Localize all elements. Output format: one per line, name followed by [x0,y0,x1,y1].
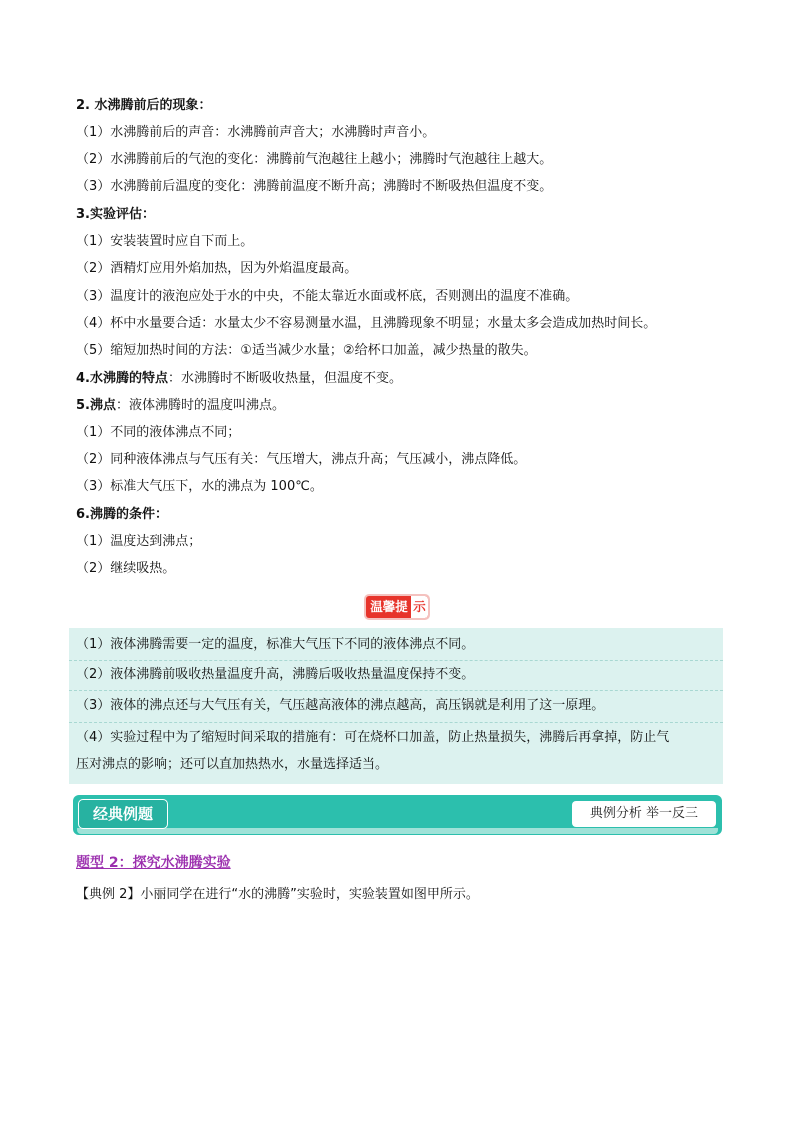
tip-badge [366,596,428,618]
example-label: 【典例 2】 [76,887,141,902]
section-5-text: ：液体沸腾时的温度叫沸点。 [115,398,285,413]
section-6-item-2: （2）继续吸热。 [76,561,176,576]
section-2-title: 2. 水沸腾前后的现象： [76,98,212,113]
section-3-title: 3.实验评估： [76,207,155,222]
tip-badge-end: 示 [411,596,428,618]
tip-item-3: （3）液体的沸点还与大气压有关，气压越高液体的沸点越高，高压锅就是利用了这一原理。 [76,698,605,713]
section-3-item-2: （2）酒精灯应用外焰加热，因为外焰温度最高。 [76,261,358,276]
tip-divider [69,722,723,723]
tip-box [69,628,723,784]
section-2-item-2: （2）水沸腾前后的气泡的变化：沸腾前气泡越往上越小；沸腾时气泡越往上越大。 [76,152,553,167]
section-4 [76,370,402,388]
section-2-item-3: （3）水沸腾前后温度的变化：沸腾前温度不断升高；沸腾时不断吸热但温度不变。 [76,179,553,194]
tip-item-2: （2）液体沸腾前吸收热量温度升高，沸腾后吸收热量温度保持不变。 [76,667,475,682]
tip-item-4-line-1: （4）实验过程中为了缩短时间采取的措施有：可在烧杯口加盖，防止热量损失，沸腾后再拿掉，防止气 [76,730,670,745]
section-5-item-1: （1）不同的液体沸点不同； [76,425,241,440]
tip-divider [69,660,723,661]
section-2-item-1: （1）水沸腾前后的声音：水沸腾前声音大；水沸腾时声音小。 [76,125,436,140]
section-5 [76,397,285,415]
question-type-title: 题型 2：探究水沸腾实验 [76,855,231,871]
tip-badge-label: 温馨提 [370,599,408,614]
tip-item-1: （1）液体沸腾需要一定的温度，标准大气压下不同的液体沸点不同。 [76,637,475,652]
section-3-item-5: （5）缩短加热时间的方法：①适当减少水量；②给杯口加盖，减少热量的散失。 [76,343,537,358]
section-3-item-4: （4）杯中水量要合适：水量太少不容易测量水温，且沸腾现象不明显；水量太多会造成加热时间长。 [76,316,657,331]
tip-divider [69,690,723,691]
section-6-item-1: （1）温度达到沸点； [76,534,202,549]
section-3-item-3: （3）温度计的液泡应处于水的中央，不能太靠近水面或杯底，否则测出的温度不准确。 [76,289,579,304]
section-5-title: 5.沸点 [76,398,116,413]
section-4-text: ：水沸腾时不断吸收热量，但温度不变。 [167,371,402,386]
example-text: 小丽同学在进行“水的沸腾”实验时，实验装置如图甲所示。 [140,887,479,902]
section-6-title: 6.沸腾的条件： [76,507,168,522]
section-banner-shadow [77,828,718,834]
section-5-item-2: （2）同种液体沸点与气压有关：气压增大，沸点升高；气压减小，沸点降低。 [76,452,527,467]
section-4-title: 4.水沸腾的特点 [76,371,168,386]
section-3-item-1: （1）安装装置时应自下而上。 [76,234,254,249]
tip-item-4-line-2: 压对沸点的影响；还可以直加热热水，水量选择适当。 [76,757,389,772]
example-line [76,886,479,904]
banner-left-label: 经典例题 [78,799,168,829]
section-5-item-3: （3）标准大气压下，水的沸点为 100℃。 [76,479,323,494]
banner-right-label: 典例分析 举一反三 [572,801,716,827]
